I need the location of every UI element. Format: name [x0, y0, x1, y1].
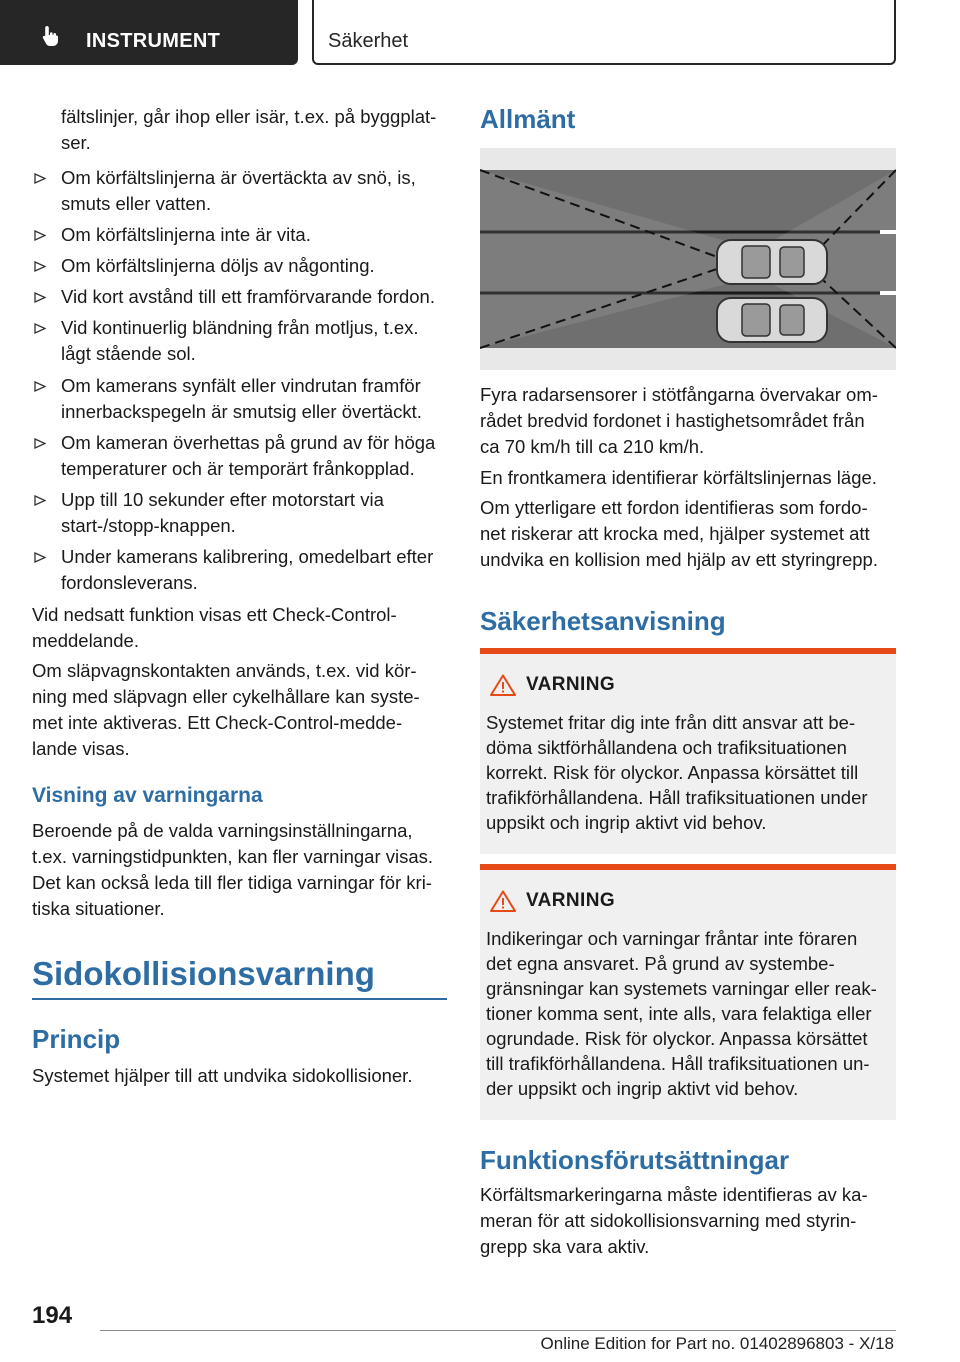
subsection-heading: Visning av varningarna: [32, 784, 263, 807]
bullet-arrow-icon: [34, 261, 46, 272]
list-item: [32, 284, 447, 310]
paragraph: Beroende på de valda varningsinställningarna, t.ex. varningstidpunkten, kan fler varningar visas. Det kan också leda till fler tidiga varningar för kri- tiska situationer.: [32, 820, 434, 919]
bullet-text: Vid kontinuerlig bländning från motljus, t.ex. lågt stående sol.: [61, 317, 419, 364]
list-item: [32, 430, 447, 482]
paragraph: Körfältsmarkeringarna måste identifieras av ka- meran för att sidokollisionsvarning med styrin- grepp ska vara aktiv.: [480, 1184, 868, 1257]
bullet-text: Om körfältslinjerna inte är vita.: [61, 224, 311, 245]
chapter-title: INSTRUMENT: [86, 30, 221, 52]
list-item: [32, 487, 447, 539]
warning-text: Systemet fritar dig inte från ditt ansvar att be- döma siktförhållandena och trafiksituationen korrekt. Risk för olyckor. Anpassa körsättet till trafikförhållandena. Håll trafiksituationen under uppsikt och ingrip aktivt vid behov.: [486, 712, 868, 833]
section-title: Säkerhet: [328, 30, 409, 52]
warning-box: [480, 864, 896, 1120]
heading-rule: [32, 998, 447, 1000]
section-heading: Säkerhetsanvisning: [480, 606, 726, 636]
bullet-arrow-icon: [34, 552, 46, 563]
paragraph: Om ytterligare ett fordon identifieras som fordo- net riskerar att krocka med, hjälper systemet att undvika en kollision med hjälp av ett styringrepp.: [480, 497, 878, 570]
list-item: [32, 165, 447, 217]
bullet-text: Under kamerans kalibrering, omedelbart efter fordonsleverans.: [61, 546, 434, 593]
touch-hand-icon: [38, 24, 62, 48]
page-number: 194: [32, 1302, 73, 1329]
section-heading: Funktionsförutsättningar: [480, 1145, 790, 1175]
list-item: [32, 253, 447, 279]
bullet-arrow-icon: [34, 230, 46, 241]
warning-title: VARNING: [526, 890, 616, 911]
bullet-continuation: fältslinjer, går ihop eller isär, t.ex. på byggplat- ser.: [61, 106, 437, 153]
paragraph: Vid nedsatt funktion visas ett Check-Control- meddelande.: [32, 604, 397, 651]
car-rear: [717, 298, 827, 342]
section-heading: Allmänt: [480, 104, 576, 134]
paragraph: En frontkamera identifierar körfältslinjernas läge.: [480, 467, 877, 488]
section-tab[interactable]: [312, 0, 896, 65]
list-item: [32, 544, 447, 596]
bullet-arrow-icon: [34, 495, 46, 506]
car-front: [717, 240, 827, 284]
bullet-arrow-icon: [34, 323, 46, 334]
bullet-text: Om körfältslinjerna är övertäckta av snö, is, smuts eller vatten.: [61, 167, 416, 214]
list-item: [32, 222, 447, 248]
bullet-arrow-icon: [34, 381, 46, 392]
warning-title: VARNING: [526, 674, 616, 695]
paragraph: Systemet hjälper till att undvika sidokollisioner.: [32, 1065, 413, 1086]
edition-note: Online Edition for Part no. 01402896803 - X/18: [540, 1334, 894, 1353]
warning-triangle-icon: [490, 674, 516, 696]
bullet-text: Om körfältslinjerna döljs av någonting.: [61, 255, 375, 276]
chapter-tab[interactable]: [0, 0, 298, 65]
paragraph: Om släpvagnskontakten används, t.ex. vid kör- ning med släpvagn eller cykelhållare kan syste- met inte aktiveras. Ett Check-Control-medde- lande visas.: [32, 660, 420, 759]
list-item: [32, 315, 447, 367]
section-heading: Princip: [32, 1024, 121, 1054]
warning-triangle-icon: [490, 890, 516, 912]
bullet-arrow-icon: [34, 438, 46, 449]
bullet-text: Vid kort avstånd till ett framförvarande fordon.: [61, 286, 435, 307]
bullet-arrow-icon: [34, 292, 46, 303]
bullet-text: Om kamerans synfält eller vindrutan framför innerbackspegeln är smutsig eller övertäckt.: [61, 375, 422, 422]
paragraph: Fyra radarsensorer i stötfångarna övervakar om- rådet bredvid fordonet i hastighetsområdet från ca 70 km/h till ca 210 km/h.: [480, 384, 878, 457]
bullet-text: Om kameran överhettas på grund av för höga temperaturer och är temporärt frånkopplad.: [61, 432, 436, 479]
bullet-text: Upp till 10 sekunder efter motorstart via start-/stopp-knappen.: [61, 489, 384, 536]
road-diagram: [480, 148, 896, 370]
warning-box: [480, 648, 896, 854]
list-item: [32, 373, 447, 425]
lane-illustration: [480, 148, 896, 370]
bullet-arrow-icon: [34, 173, 46, 184]
chapter-heading: Sidokollisionsvarning: [32, 955, 375, 992]
footer-rule: [100, 1330, 896, 1331]
warning-text: Indikeringar och varningar fråntar inte föraren det egna ansvaret. På grund av systembe- gränsningar kan systemets varningar eller reak- tioner komma sent, inte alls, vara felaktiga eller ogrundade. Risk för olyckor. Anpassa körsättet till trafikförhållandena. Håll trafiksituationen un- der uppsikt och ingrip aktivt vid behov.: [486, 928, 877, 1099]
